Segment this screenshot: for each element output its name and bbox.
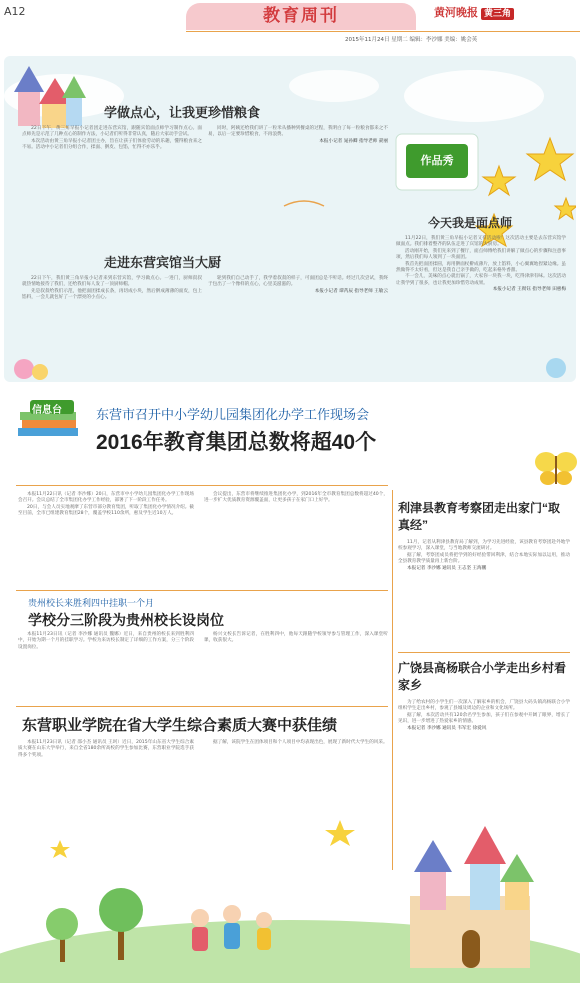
header-rule — [186, 31, 580, 32]
story1-paragraph: 同时，阿姨还给我们讲了一粒米从播种到餐桌的过程，我明白了每一粒粮食都来之不易，以后一定要珍惜粮食，不再浪费。 — [208, 126, 388, 138]
butterfly-icon — [534, 448, 578, 488]
college-col1 — [18, 740, 194, 759]
story3-paragraph: 我首先把面团揉圆，再用擀面杖擀成薄片，放上馅料，小心翼翼地捏紧边缘。虽然做得不太好看，但这是我自己亲手做的，吃起来格外香甜。 — [396, 261, 566, 274]
info-badge-label: 信息台 — [32, 405, 62, 416]
guangrao-byline: 本报记者 李沙娜 通讯员 韦军宏 徐爱风 — [407, 725, 487, 731]
college-col2 — [204, 740, 388, 746]
section-title-text: 教育周刊 — [263, 6, 339, 26]
lijin-headline: 利津县教育考察团走出家门“取真经” — [398, 501, 561, 532]
news-rule — [398, 652, 570, 653]
paper-name: 黄河晚报 — [434, 6, 478, 19]
feature-block — [4, 56, 576, 382]
story3-paragraph: 不一会儿，美味的点心就出锅了，大家你一块我一块，吃得津津有味。这次活动让我学到了很多，也让我更加珍惜劳动成果。 — [396, 274, 566, 286]
works-badge: 作品秀 — [406, 144, 468, 178]
story2-paragraph: 先是叔叔给我们示范，他把面团揉成长条，再切成小块，然后擀成薄薄的面皮，包上馅料，一会儿就包好了一个漂亮的小点心。 — [22, 288, 202, 301]
story2-byline: 本报小记者 谭芮辰 指导老师 王敏云 — [314, 288, 388, 294]
lijin-body — [398, 540, 570, 572]
guizhou-headline: 学校分三阶段为贵州校长设岗位 — [28, 612, 224, 628]
news-rule — [16, 590, 388, 591]
college-paragraph: 本报11月23日讯（记者 邵小杰 通讯员 王珂）近日，2015年山东省大学生综合素质大赛在山东大学举行，来自全省180余所高校的学生参加比赛，东营职业学院选手获得多个奖项。 — [18, 740, 194, 758]
paper-badge: 黄三角 — [481, 8, 514, 20]
lead-headline: 2016年教育集团总数将超40个 — [96, 431, 377, 454]
info-badge — [16, 396, 86, 444]
story1-paragraph: 22日下午，黄三角早报小记者团走进东营宾馆，跟随宾馆面点师学习制作点心。面点师先是示范了几种点心的制作方法，小记者们听得非常认真，随后大家动手尝试。 — [22, 126, 202, 138]
guangrao-paragraph: 为了给农村的小学生们一次深入了解家乡的机会，广饶县大码头镇高杨联合小学组织学生走出乡村，参观了县城及周边的企业和文化场所。 — [398, 700, 570, 712]
guangrao-body — [398, 700, 570, 732]
paper-masthead — [434, 4, 514, 20]
guangrao-paragraph: 据了解，本次活动共有120余名学生参加，孩子们在参观中开阔了眼界，增长了见识，进一步增进了热爱家乡的情感。 — [398, 712, 570, 725]
story3-paragraph: 11月22日，我们黄三角早报小记者又有活动啦！这次活动主要是去东营宾馆学做面点。我们排着整齐的队伍走进了宾馆的大厨房。 — [396, 236, 566, 248]
story1-paragraph: 本次活动由黄三角早报小记者团主办，旨在让孩子们体验劳动的乐趣，懂得粮食来之不易。活动中小记者们分组合作，揉面、擀皮、包馅，忙得不亦乐乎。 — [22, 138, 202, 151]
lijin-paragraph: 11月，记者从利津县教育局了解到，为学习先进经验，该县教育考察团赴外地学校参观学习，深入课堂，与当地教师交流研讨。 — [398, 540, 570, 552]
lead-paragraph: 本报11月22日讯（记者 李沙娜）20日，东营市中小学幼儿园集团化办学工作现场会召开。会议总结了全市集团化办学工作经验，部署了下一阶段工作任务。 — [18, 492, 194, 504]
page-number: A12 — [4, 5, 26, 18]
guizhou-paragraph: 本报11月23日讯（记者 李沙娜 通讯员 魏娜）近日，来自贵州的校长来到胜利四中，开始为期一个月的挂职学习。学校为来访校长制定了详细的工作方案，分三个阶段设置岗位。 — [18, 632, 194, 650]
story2-paragraph: 轮到我们自己动手了，我学着叔叔的样子，可面团总是不听话。经过几次尝试，我终于包出了一个像样的点心，心里美滋滋的。 — [208, 276, 388, 288]
news-rule — [16, 706, 388, 707]
issue-meta: 2015年11月24日 星期二 编辑：李沙娜 美编：姚会英 — [345, 37, 478, 43]
story1-col1 — [22, 126, 202, 152]
lijin-paragraph: 据了解，考察团成员将把学到的好经验带回利津，结合本地实际加以运用，推动全县教育教学质量再上新台阶。 — [398, 552, 570, 565]
bottom-illustration — [0, 800, 580, 983]
guizhou-paragraph: 杨兴文校长告诉记者，在胜利四中，他每天跟随学校领导参与管理工作，深入课堂听课，收获很大。 — [204, 632, 388, 644]
story1-byline: 本报小记者 晁孙卿 指导老师 聂丽 — [319, 138, 388, 144]
lead-kicker: 东营市召开中小学幼儿园集团化办学工作现场会 — [96, 408, 370, 423]
lead-paragraph: 20日，与会人员实地观摩了东营市部分教育集团，听取了集团化办学情况介绍。截至目前，全市已组建教育集团28个，覆盖学校110余所，惠及学生近10万人。 — [18, 504, 194, 517]
castle-illustration — [410, 826, 534, 968]
lead-col1 — [18, 492, 194, 518]
story3-byline: 本报小记者 王彻钰 指导老师 田惠梅 — [492, 287, 566, 293]
story2-title: 走进东营宾馆当大厨 — [104, 256, 222, 271]
guizhou-kicker: 贵州校长来胜利四中挂职一个月 — [28, 599, 155, 609]
story1-col2 — [208, 126, 388, 145]
lijin-byline: 本报记者 李沙娜 通讯员 王志坚 王海鹏 — [407, 565, 487, 571]
story2-col2 — [208, 276, 388, 295]
story3-body — [396, 236, 566, 294]
guizhou-col1 — [18, 632, 194, 651]
guizhou-col2 — [204, 632, 388, 645]
story3-paragraph: 活动刚开始，我们先来到了餐厅，面点师傅给我们讲解了做点心的步骤和注意事项，然后我们每人领到了一块面团。 — [396, 248, 566, 261]
story1-title: 学做点心，让我更珍惜粮食 — [104, 106, 261, 121]
college-headline: 东营职业学院在省大学生综合素质大赛中获佳绩 — [22, 717, 338, 734]
college-paragraph: 据了解，该院学生在团体项目和个人项目中均表现出色，展现了新时代大学生的风采。 — [213, 740, 388, 745]
guangrao-headline: 广饶县高杨联合小学走出乡村看家乡 — [398, 661, 567, 692]
story2-col1 — [22, 276, 202, 302]
news-rule — [16, 485, 388, 486]
lead-paragraph: 会议提出，东营市将继续推进集团化办学，到2016年全市教育集团总数将超过40个，进一步扩大优质教育资源覆盖面，让更多孩子在家门口上好学。 — [204, 492, 388, 504]
lead-col2 — [204, 492, 388, 505]
story2-paragraph: 22日下午，我们黄三角早报小记者来到东营宾馆，学习做点心。一进门，厨师叔叔就热情地接待了我们，还给我们每人发了一顶厨师帽。 — [22, 276, 202, 288]
section-title — [186, 3, 416, 30]
story3-title: 今天我是面点师 — [428, 216, 513, 230]
